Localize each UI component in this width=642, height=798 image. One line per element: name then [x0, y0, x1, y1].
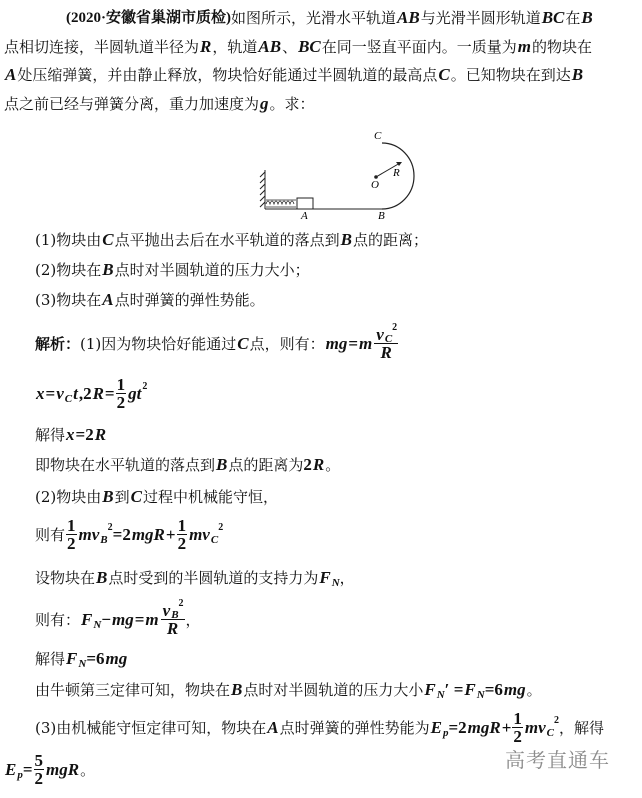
math-variable: mgR [131, 524, 165, 544]
math-variable: C [237, 333, 249, 353]
text: 则有 [35, 525, 66, 544]
numerator [374, 322, 398, 345]
text: 点时对半圆轨道的压力大小； [114, 261, 310, 279]
fraction [512, 710, 523, 745]
text: 设物块在 [35, 569, 96, 587]
math-symbol: 2 [67, 534, 76, 553]
text: (3)物块在 [35, 291, 102, 309]
label-b: B [378, 210, 385, 222]
text: 由牛顿第三定律可知，物块在 [35, 681, 231, 699]
problem-line [4, 65, 584, 85]
subscript: C [64, 392, 73, 405]
math-symbol: 1 [67, 516, 76, 535]
bold-label: 解析： [35, 334, 81, 353]
label-c: C [374, 130, 382, 142]
text: 如图所示，光滑水平轨道 [231, 9, 397, 27]
math-symbol: 1 [177, 516, 187, 535]
math-symbol: 2 [116, 393, 126, 412]
math-variable: C [438, 65, 450, 84]
numerator [34, 752, 45, 770]
superscript: 2 [107, 521, 113, 533]
label-a: A [301, 210, 308, 222]
math-variable: E [5, 759, 17, 779]
solution-line [35, 322, 399, 362]
math-variable: B [102, 260, 114, 279]
denominator [67, 535, 76, 552]
text: (1)物块由 [35, 231, 102, 249]
fraction [374, 322, 398, 362]
text: 。求： [269, 95, 315, 113]
solution-line [35, 710, 604, 745]
math-variable: x [36, 383, 45, 403]
text: 在 [565, 9, 581, 27]
math-symbol: 2 [303, 455, 312, 474]
math-symbol: 2 [34, 769, 44, 788]
numerator [512, 710, 523, 728]
subscript: N [331, 577, 340, 589]
math-symbol: = [134, 609, 145, 629]
fraction [116, 376, 127, 411]
superscript: 2 [142, 380, 148, 392]
denominator [513, 728, 522, 745]
solution-line [35, 568, 355, 588]
text: 点时弹簧的弹性势能。 [114, 291, 265, 309]
superscript: 2 [554, 714, 560, 726]
math-variable: C [130, 487, 142, 506]
text: 、 [282, 38, 298, 56]
math-symbol: =6 [484, 680, 503, 699]
solution-line [35, 517, 223, 552]
math-variable: BC [298, 37, 321, 56]
math-variable: mg [112, 609, 134, 629]
numerator [66, 517, 77, 535]
math-variable: F [66, 649, 78, 668]
math-variable: v [56, 383, 64, 403]
superscript: 2 [218, 521, 224, 533]
text: ， [185, 610, 201, 629]
math-variable: F [464, 680, 476, 699]
text: 的物块在 [532, 38, 593, 56]
math-variable: B [340, 230, 352, 249]
math-variable: mg [503, 680, 526, 699]
numerator [177, 517, 188, 535]
math-variable: R [166, 619, 179, 638]
math-symbol: = [45, 383, 56, 403]
text: 则有： [35, 610, 81, 629]
numerator [161, 598, 185, 621]
text: 。 [80, 760, 96, 779]
subscript: C [384, 333, 393, 345]
math-variable: v [376, 325, 384, 344]
text: ，解得 [559, 718, 605, 737]
math-variable: A [5, 65, 17, 84]
math-variable: B [581, 8, 593, 27]
text: 。 [325, 456, 341, 474]
text: 。 [526, 681, 542, 699]
math-variable: C [102, 230, 114, 249]
text: (3)由机械能守恒定律可知，物块在 [35, 718, 267, 737]
problem-line [66, 8, 594, 28]
text: 点时受到的半圆轨道的支持力为 [108, 569, 319, 587]
math-variable: A [102, 290, 114, 309]
math-variable: F [319, 568, 331, 587]
math-symbol: − [101, 609, 111, 629]
text: 解得 [35, 650, 66, 668]
math-symbol: =6 [86, 649, 105, 668]
text: (1)因为物块恰好能通过 [80, 334, 237, 353]
solution-line [35, 649, 128, 669]
solution-line [35, 680, 542, 700]
math-symbol: = [348, 333, 359, 353]
math-symbol: =2 [112, 524, 131, 544]
math-variable: R [92, 383, 104, 403]
denominator [117, 394, 126, 411]
math-variable: B [96, 568, 108, 587]
text: ， [339, 569, 355, 587]
math-variable: v [162, 601, 171, 620]
math-symbol: 5 [34, 751, 44, 770]
subscript: B [171, 609, 179, 621]
text: 到 [114, 488, 130, 506]
math-variable: t [73, 383, 78, 403]
math-variable: R [94, 425, 107, 444]
math-variable: mgR [467, 717, 501, 737]
subscript: p [442, 726, 449, 739]
math-variable: R [312, 455, 325, 474]
text: 过程中机械能守恒， [142, 488, 278, 506]
problem-line [4, 94, 315, 114]
block [297, 198, 313, 209]
denominator [35, 770, 44, 787]
subscript: N [78, 658, 87, 670]
text: 点平抛出去后在水平轨道的落点到 [114, 231, 340, 249]
fraction [177, 517, 188, 552]
question-item [35, 260, 310, 280]
text: 点时弹簧的弹性势能为 [279, 718, 430, 737]
math-symbol: 1 [116, 375, 126, 394]
math-variable: gt [128, 383, 142, 403]
question-item [35, 290, 265, 310]
math-variable: B [216, 455, 228, 474]
text: (2)物块在 [35, 261, 102, 279]
math-variable: g [260, 94, 269, 113]
text: 点之前已经与弹簧分离，重力加速度为 [4, 95, 260, 113]
fraction [161, 598, 185, 638]
math-symbol: =2 [448, 717, 467, 737]
text: ，轨道 [212, 38, 258, 56]
math-variable: m [359, 333, 373, 353]
math-variable: E [430, 717, 442, 737]
text: (2)物块由 [35, 488, 102, 506]
math-symbol: = [104, 383, 115, 403]
superscript: 2 [392, 322, 398, 333]
subscript: C [210, 533, 219, 546]
subscript: B [100, 533, 108, 546]
problem-line [4, 37, 592, 57]
math-variable: BC [541, 8, 565, 27]
math-symbol: 1 [513, 709, 522, 728]
label-r: R [393, 167, 400, 179]
text: 点相切连接，半圆轨道半径为 [4, 38, 200, 56]
solution-line [35, 455, 340, 475]
watermark: 高考直通车 [505, 748, 610, 772]
math-symbol: ,2 [78, 383, 92, 403]
math-variable: m [145, 609, 159, 629]
math-variable: AB [397, 8, 420, 27]
math-variable: mg [325, 333, 348, 353]
math-variable: x [66, 425, 75, 444]
math-variable: mv [524, 717, 546, 737]
subscript: p [17, 768, 23, 781]
math-symbol: ′ = [444, 680, 464, 699]
math-symbol: =2 [75, 425, 94, 444]
numerator [116, 376, 127, 394]
math-variable: R [200, 37, 212, 56]
math-variable: A [267, 717, 279, 737]
math-symbol: 2 [177, 534, 187, 553]
subscript: N [93, 618, 102, 631]
source-label: (2020·安徽省巢湖市质检) [66, 10, 231, 26]
math-variable: mv [78, 524, 100, 544]
text: 即物块在水平轨道的落点到 [35, 456, 216, 474]
math-variable: m [517, 37, 532, 56]
track-diagram [250, 122, 430, 222]
label-o: O [371, 179, 379, 191]
math-symbol: = [22, 759, 33, 779]
math-variable: F [424, 680, 436, 699]
subscript: N [476, 689, 485, 701]
subscript: C [546, 726, 555, 739]
math-variable: B [102, 487, 114, 506]
text: 解得 [35, 426, 66, 444]
solution-line [4, 752, 95, 787]
math-variable: AB [258, 37, 282, 56]
solution-line [35, 487, 278, 507]
denominator [178, 535, 187, 552]
text: 点，则有： [249, 334, 325, 353]
math-variable: mv [189, 524, 210, 544]
math-symbol: + [501, 717, 512, 737]
math-symbol: 2 [513, 727, 522, 746]
superscript: 2 [178, 598, 184, 609]
text: 与光滑半圆形轨道 [420, 9, 541, 27]
solution-line [35, 376, 147, 411]
fraction [34, 752, 45, 787]
math-variable: F [81, 609, 93, 629]
text: 点时对半圆轨道的压力大小 [243, 681, 424, 699]
math-symbol: + [165, 524, 176, 544]
text: 在同一竖直平面内。一质量为 [321, 38, 517, 56]
math-variable: B [231, 680, 243, 699]
text: 。已知物块在到达 [450, 66, 571, 84]
question-item [35, 230, 428, 250]
solution-line [35, 598, 201, 638]
solution-line [35, 425, 107, 445]
wall [260, 170, 265, 209]
math-variable: mg [105, 649, 128, 668]
math-variable: B [571, 65, 584, 84]
math-variable: mgR [46, 759, 80, 779]
text: 处压缩弹簧，并由静止释放，物块恰好能通过半圆轨道的最高点 [17, 66, 438, 84]
math-variable: R [380, 343, 392, 362]
text: 点的距离； [352, 231, 428, 249]
text: 点的距离为 [228, 456, 304, 474]
spring [266, 200, 296, 207]
subscript: N [436, 689, 445, 701]
fraction [66, 517, 77, 552]
